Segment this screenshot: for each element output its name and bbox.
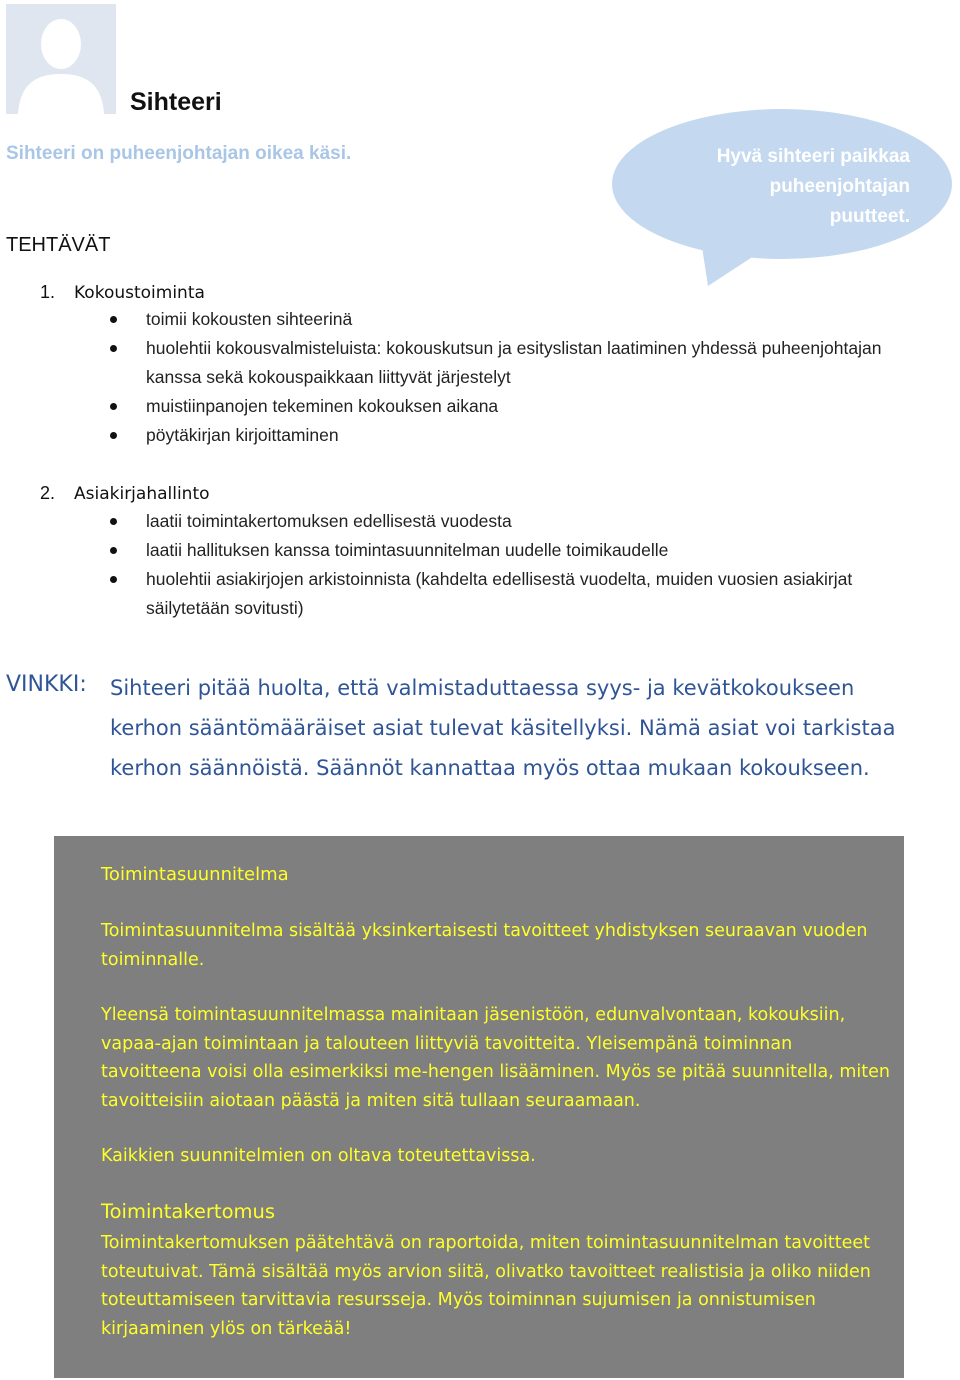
- info-paragraph: Yleensä toimintasuunnitelmassa mainitaan jäsenistöön, edunvalvontaan, kokouksiin, vapaa-ajan toimintaan ja talouteen liittyviä tavoitteita. Yleisempänä toiminnan tavoitteena voisi olla esimerkiksi me-hengen lisääminen. Myös se pitää suunnitella, miten tavoitteisiin aiotaan päästä ja miten sitä tullaan seuraamaan.: [101, 1005, 890, 1111]
- bullet-icon: [110, 518, 117, 525]
- list-item: huolehtii asiakirjojen arkistoinnista (kahdelta edellisestä vuodelta, muiden vuosien asiakirjat säilytetään sovitusti): [0, 565, 900, 623]
- list-item: huolehtii kokousvalmisteluista: kokouskutsun ja esityslistan laatiminen yhdessä puheenjohtajan kanssa sekä kokouspaikkaan liittyvät järjestelyt: [0, 334, 900, 392]
- bullet-icon: [110, 403, 117, 410]
- section-list-kokoustoiminta: [0, 305, 900, 450]
- tasks-heading: TEHTÄVÄT: [6, 234, 111, 256]
- list-item: pöytäkirjan kirjoittaminen: [0, 421, 900, 450]
- info-heading-toimintasuunnitelma: Toimintasuunnitelma: [101, 864, 289, 885]
- bubble-line: puheenjohtajan: [769, 176, 910, 197]
- person-silhouette-icon: [6, 4, 116, 114]
- page-subtitle: Sihteeri on puheenjohtajan oikea käsi.: [6, 143, 352, 164]
- bubble-line: Hyvä sihteeri paikkaa: [716, 146, 910, 167]
- section-list-asiakirjahallinto: [0, 507, 900, 623]
- section-heading-kokoustoiminta: [40, 282, 205, 303]
- avatar: [6, 4, 116, 114]
- page-title: Sihteeri: [130, 88, 222, 116]
- info-paragraph: Toimintakertomuksen päätehtävä on raportoida, miten toimintasuunnitelman tavoitteet toteutuivat. Tämä sisältää myös arvion siitä, olivatko tavoitteet realistisia ja oliko niiden toteuttamiseen tarvittavia resursseja. Myös toiminnan sujumisen ja onnistumisen kirjaaminen ylös on tärkeää!: [101, 1233, 871, 1339]
- list-item: laatii hallituksen kanssa toimintasuunnitelman uudelle toimikaudelle: [0, 536, 900, 565]
- tip-text: Sihteeri pitää huolta, että valmistaduttaessa syys- ja kevätkokoukseen kerhon sääntömääräiset asiat tulevat käsitellyksi. Nämä asiat voi tarkistaa kerhon säännöistä. Säännöt kannattaa myös ottaa mukaan kokoukseen.: [110, 676, 896, 780]
- tip-label: VINKKI:: [6, 672, 87, 697]
- info-paragraph: Kaikkien suunnitelmien on oltava toteutettavissa.: [101, 1146, 536, 1166]
- section-number: 1.: [40, 282, 56, 302]
- list-item: muistiinpanojen tekeminen kokouksen aikana: [0, 392, 900, 421]
- bullet-icon: [110, 576, 117, 583]
- list-item: toimii kokousten sihteerinä: [0, 305, 900, 334]
- section-heading-asiakirjahallinto: [40, 483, 210, 504]
- section-number: 2.: [40, 483, 56, 503]
- speech-bubble-text: [650, 142, 910, 232]
- bullet-icon: [110, 345, 117, 352]
- section-title: Asiakirjahallinto: [74, 484, 210, 504]
- section-title: Kokoustoiminta: [74, 283, 205, 303]
- info-paragraph: Toimintasuunnitelma sisältää yksinkertaisesti tavoitteet yhdistyksen seuraavan vuoden toiminnalle.: [101, 921, 868, 970]
- bullet-icon: [110, 316, 117, 323]
- list-item: laatii toimintakertomuksen edellisestä vuodesta: [0, 507, 900, 536]
- info-heading-toimintakertomus: Toimintakertomus: [101, 1200, 276, 1223]
- bullet-icon: [110, 432, 117, 439]
- bubble-line: puutteet.: [829, 206, 910, 227]
- bullet-icon: [110, 547, 117, 554]
